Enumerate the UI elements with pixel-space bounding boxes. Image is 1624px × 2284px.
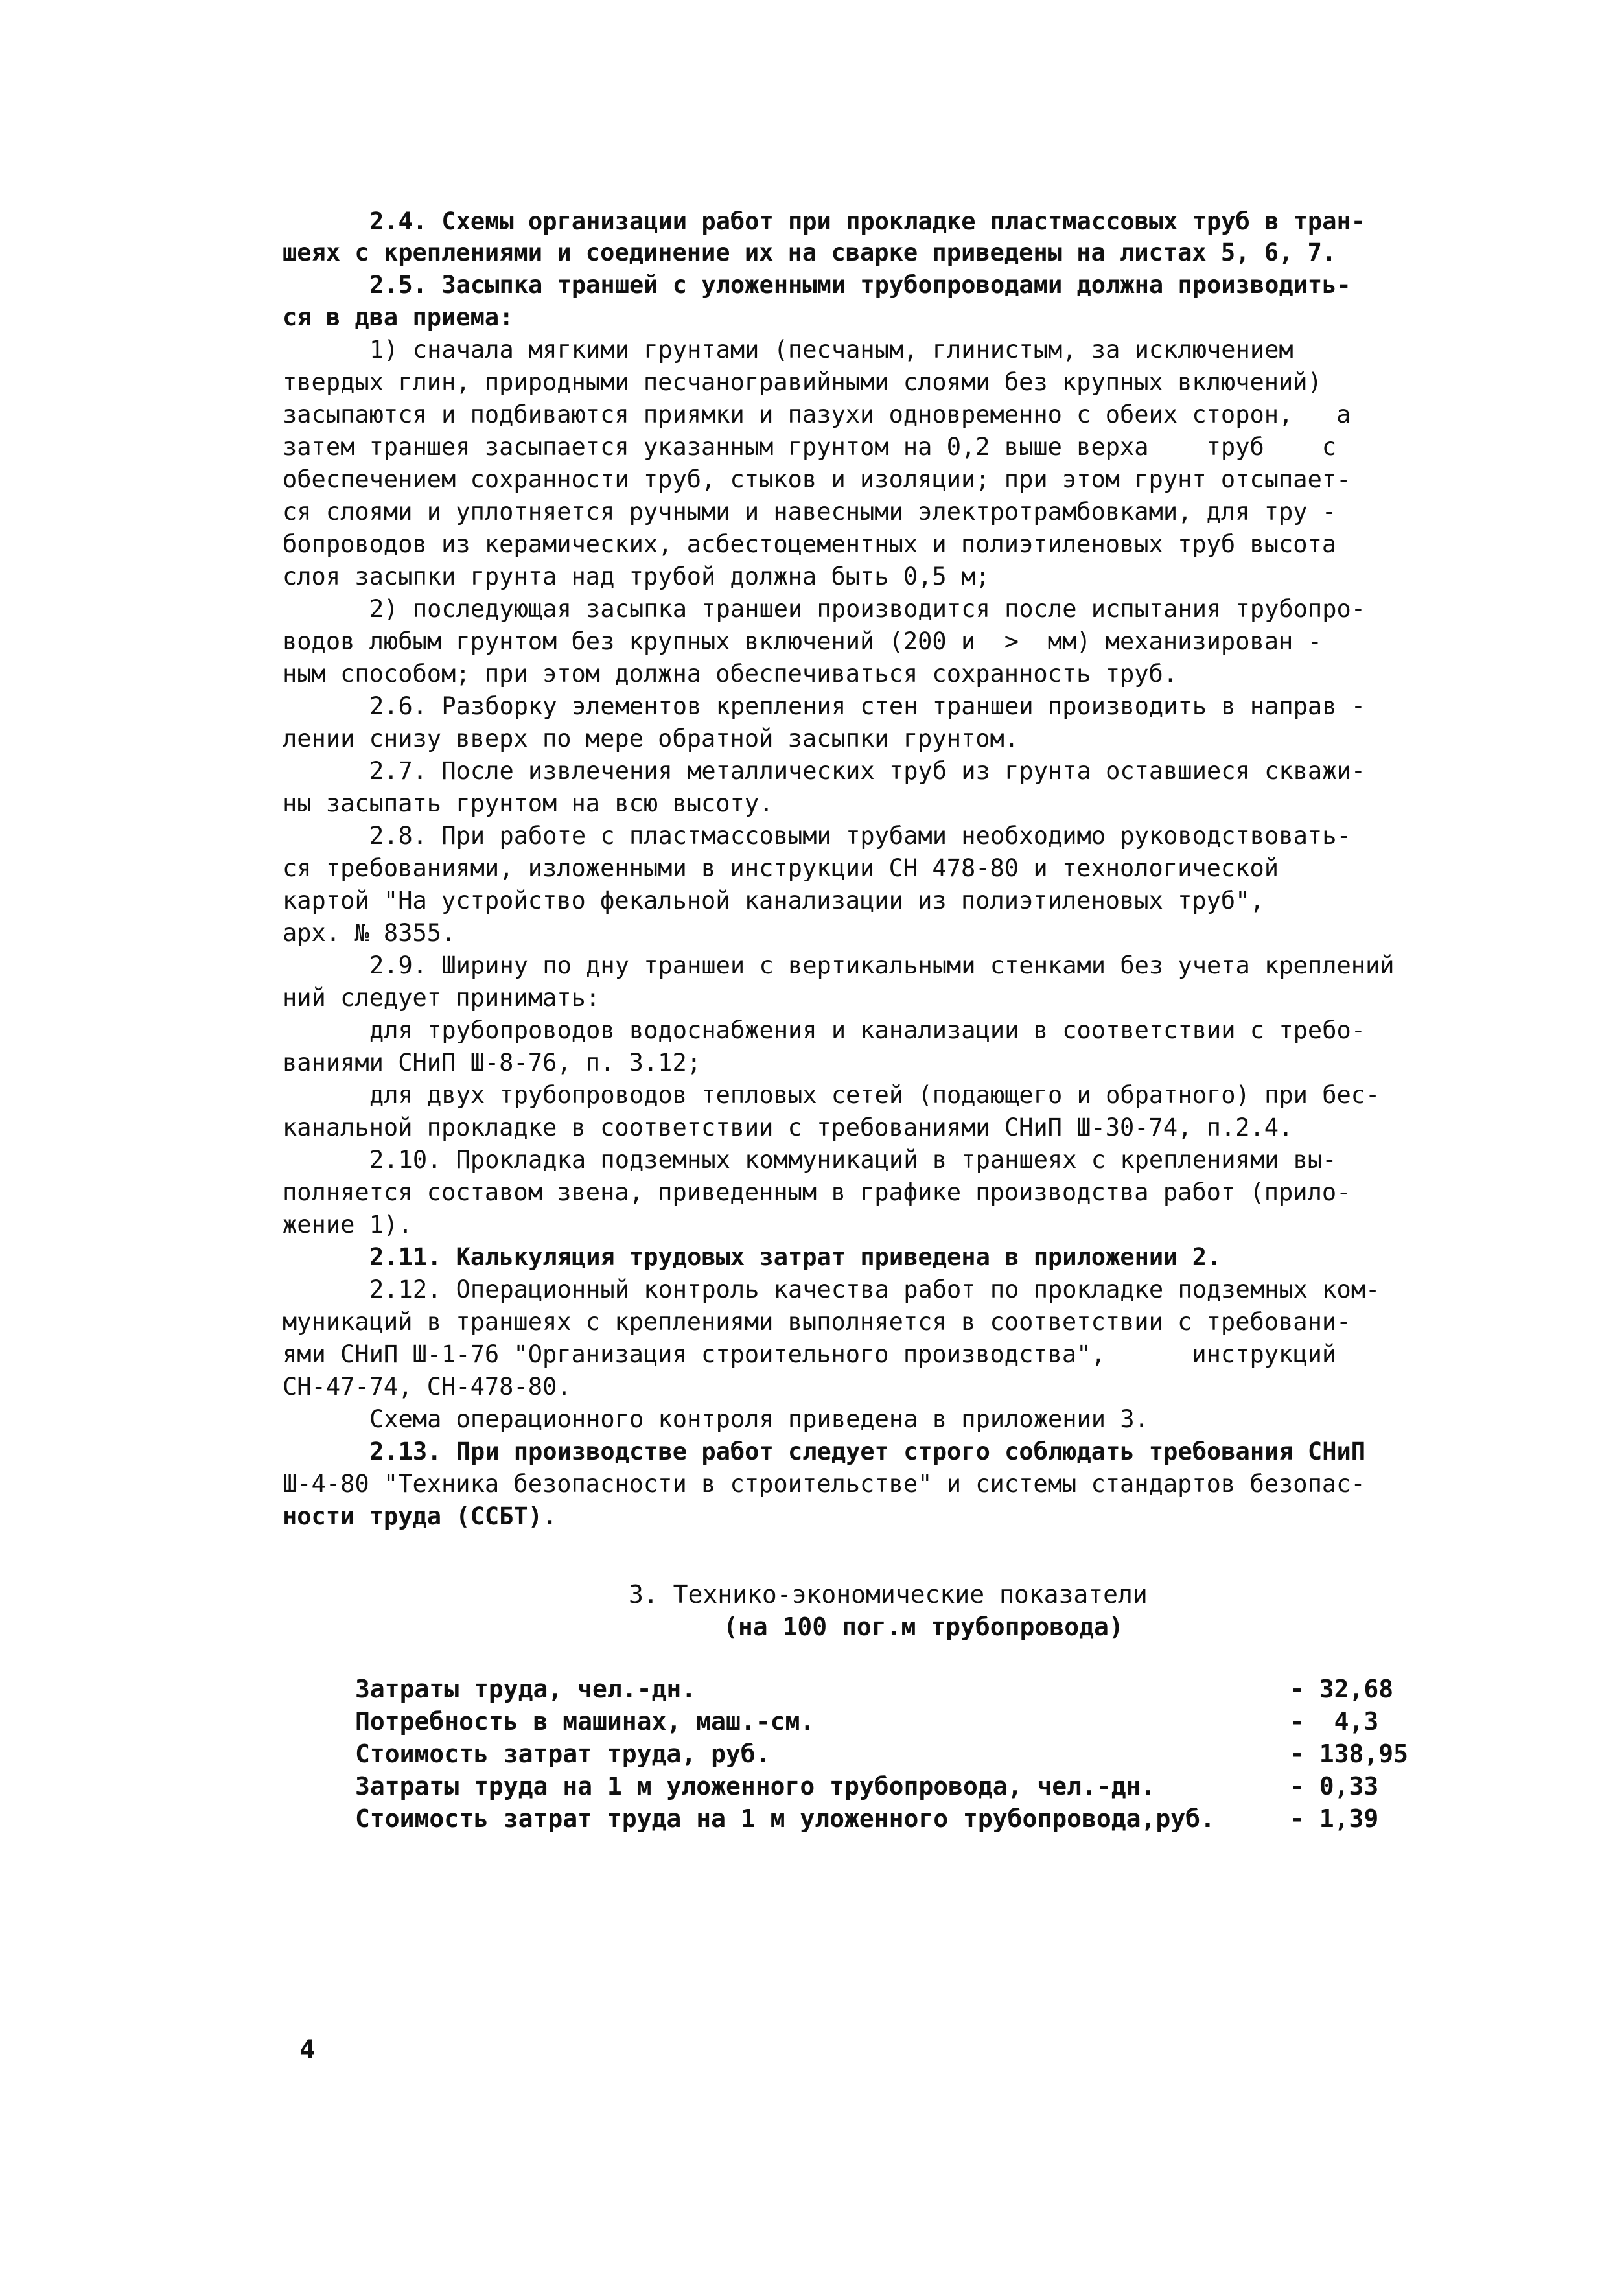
text-line: 2.11. Калькуляция трудовых затрат приведена в приложении 2. <box>369 1243 1222 1271</box>
text-line: Схема операционного контроля приведена в приложении 3. <box>369 1405 1149 1433</box>
text-line: ным способом; при этом должна обеспечиваться сохранность труб. <box>283 660 1178 688</box>
text-line: ся требованиями, изложенными в инструкции СН 478-80 и технологической <box>283 854 1279 882</box>
indicator-value: - 4,3 <box>1290 1707 1379 1736</box>
text-line: канальной прокладке в соответствии с требованиями СНиП Ш-30-74, п.2.4. <box>283 1113 1293 1141</box>
text-line: картой "На устройство фекальной канализации из полиэтиленовых труб", <box>283 887 1264 915</box>
text-line: ся в два приема: <box>283 303 514 331</box>
text-line: ний следует принимать: <box>283 984 601 1012</box>
text-line: обеспечением сохранности труб, стыков и изоляции; при этом грунт отсыпает- <box>283 465 1351 493</box>
text-line: Ш-4-80 "Техника безопасности в строительстве" и системы стандартов безопас- <box>283 1470 1365 1498</box>
text-line: 2.7. После извлечения металлических труб из грунта оставшиеся скважи- <box>369 757 1366 785</box>
indicator-label: Затраты труда на 1 м уложенного трубопровода, чел.-дн. <box>355 1772 1156 1800</box>
text-line: 2.10. Прокладка подземных коммуникаций в траншеях с креплениями вы- <box>369 1146 1337 1174</box>
text-line: слоя засыпки грунта над трубой должна быть 0,5 м; <box>283 563 990 590</box>
text-line: 2.6. Разборку элементов крепления стен траншеи производить в направ - <box>369 692 1366 720</box>
text-line: ями СНиП Ш-1-76 "Организация строительного производства", инструкций <box>283 1340 1337 1368</box>
indicator-value: - 32,68 <box>1290 1675 1394 1703</box>
text-line: 1) сначала мягкими грунтами (песчаным, глинистым, за исключением <box>369 336 1293 364</box>
text-line: водов любым грунтом без крупных включений (200 и > мм) механизирован - <box>283 627 1322 655</box>
indicator-label: Затраты труда, чел.-дн. <box>355 1675 697 1703</box>
text-line: для трубопроводов водоснабжения и канализации в соответствии с требо- <box>369 1016 1366 1044</box>
text-line: 2.8. При работе с пластмассовыми трубами необходимо руководствовать- <box>369 822 1351 850</box>
text-line: лении снизу вверх по мере обратной засыпки грунтом. <box>283 725 1019 752</box>
text-line: ся слоями и уплотняется ручными и навесными электротрамбовками, для тру - <box>283 498 1337 526</box>
text-line: 2.9. Ширину по дну траншеи с вертикальными стенками без учета креплений <box>369 951 1395 979</box>
page-number: 4 <box>299 2035 316 2065</box>
section-subtitle: (на 100 пог.м трубопровода) <box>723 1613 1124 1641</box>
text-line: затем траншея засыпается указанным грунтом на 0,2 выше верха труб с <box>283 433 1337 461</box>
text-line: для двух трубопроводов тепловых сетей (подающего и обратного) при бес- <box>369 1081 1380 1109</box>
text-line: полняется составом звена, приведенным в графике производства работ (прило- <box>283 1178 1351 1206</box>
text-line: 2.5. Засыпка траншей с уложенными трубопроводами должна производить- <box>369 271 1351 299</box>
text-line: 2.13. При производстве работ следует строго соблюдать требования СНиП <box>369 1438 1366 1465</box>
text-line: шеях с креплениями и соединение их на сварке приведены на листах 5, 6, 7. <box>283 239 1337 266</box>
indicator-value: - 0,33 <box>1290 1772 1379 1800</box>
indicator-label: Потребность в машинах, маш.-см. <box>355 1707 815 1736</box>
indicator-label: Стоимость затрат труда на 1 м уложенного трубопровода,руб. <box>355 1804 1215 1833</box>
text-line: засыпаются и подбиваются приямки и пазухи одновременно с обеих сторон, а <box>283 401 1351 428</box>
section-title: 3. Технико-экономические показатели <box>629 1580 1148 1609</box>
text-line: твердых глин, природными песчаногравийными слоями без крупных включений) <box>283 368 1322 396</box>
text-line: жение 1). <box>283 1211 413 1239</box>
text-line: бопроводов из керамических, асбестоцементных и полиэтиленовых труб высота <box>283 530 1337 558</box>
text-line: 2.12. Операционный контроль качества работ по прокладке подземных ком- <box>369 1276 1380 1303</box>
text-line: 2.4. Схемы организации работ при прокладке пластмассовых труб в тран- <box>369 207 1366 235</box>
indicator-label: Стоимость затрат труда, руб. <box>355 1740 771 1768</box>
text-line: ваниями СНиП Ш-8-76, п. 3.12; <box>283 1049 702 1077</box>
indicator-value: - 1,39 <box>1290 1804 1379 1833</box>
text-line: СН-47-74, СН-478-80. <box>283 1373 572 1401</box>
text-line: ности труда (ССБТ). <box>283 1502 557 1530</box>
text-line: 2) последующая засыпка траншеи производится после испытания трубопро- <box>369 595 1366 623</box>
text-line: ны засыпать грунтом на всю высоту. <box>283 789 774 817</box>
text-line: арх. № 8355. <box>283 919 456 947</box>
indicator-value: - 138,95 <box>1290 1740 1409 1768</box>
text-line: муникаций в траншеях с креплениями выполняется в соответствии с требовани- <box>283 1308 1351 1336</box>
